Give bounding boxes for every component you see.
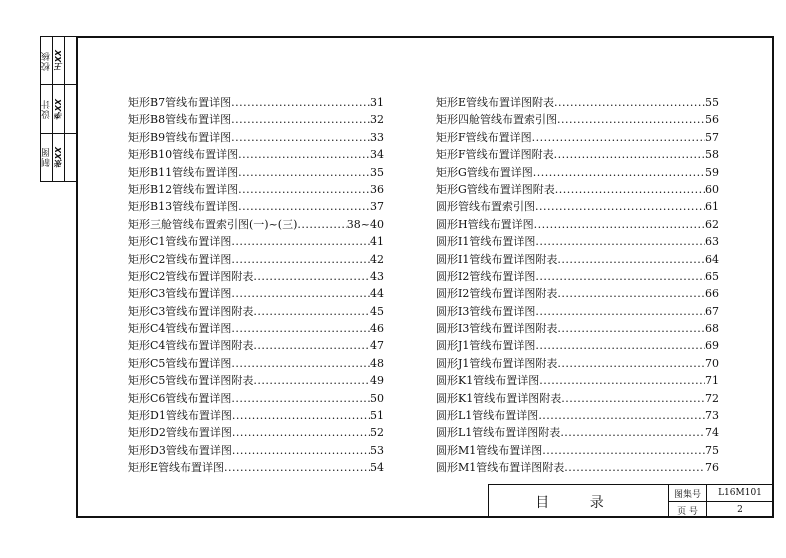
toc-entry-page: 73 [705, 409, 719, 423]
toc-leader-dots [232, 442, 370, 459]
toc-entry-title: 矩形F管线布置详图 [436, 130, 532, 144]
toc-leader-dots [554, 94, 705, 111]
toc-entry-page: 41 [370, 235, 384, 249]
toc-leader-dots [554, 146, 705, 163]
toc-entry [436, 337, 719, 354]
toc-entry-page: 62 [705, 217, 719, 231]
toc-entry-page: 58 [705, 148, 719, 162]
toc-entry-title: 圆形L1管线布置详图附表 [436, 426, 561, 440]
toc-entry-page: 63 [705, 235, 719, 249]
atlas-number-label: 图集号 [669, 485, 707, 502]
atlas-number: L16M101 [707, 485, 773, 502]
toc-entry-page: 72 [705, 391, 719, 405]
toc-entry-title: 圆形M1管线布置详图附表 [436, 461, 565, 475]
toc-entry-title: 圆形L1管线布置详图 [436, 409, 539, 423]
toc-leader-dots [535, 337, 705, 354]
toc-entry-page: 76 [705, 461, 719, 475]
toc-entry-title: 圆形I3管线布置详图附表 [436, 322, 558, 336]
toc-leader-dots [535, 198, 705, 215]
toc-left-column [128, 94, 384, 477]
toc-leader-dots [231, 390, 370, 407]
toc-entry-page: 46 [370, 322, 384, 336]
toc-entry-title: 矩形D2管线布置详图 [128, 426, 232, 440]
toc-entry-title: 矩形G管线布置详图附表 [436, 182, 555, 196]
toc-entry [436, 424, 719, 441]
title-block [488, 484, 774, 518]
toc-entry [128, 424, 384, 441]
toc-entry [128, 407, 384, 424]
toc-leader-dots [560, 424, 705, 441]
toc-leader-dots [539, 372, 705, 389]
toc-entry-title: 矩形C6管线布置详图 [128, 391, 232, 405]
toc-entry [436, 181, 719, 198]
toc-entry-page: 64 [705, 252, 719, 266]
sidebar-blank-column [65, 37, 76, 181]
toc-entry-page: 59 [705, 165, 719, 179]
toc-entry-title: 矩形B13管线布置详图 [128, 200, 239, 214]
role-label: 设计 [42, 98, 52, 119]
toc-leader-dots [231, 94, 370, 111]
sidebar-signature-column [53, 37, 65, 181]
toc-entry-page: 48 [370, 356, 384, 370]
toc-entry-title: 矩形D3管线布置详图 [128, 443, 232, 457]
toc-entry-page: 50 [370, 391, 384, 405]
toc-entry [436, 372, 719, 389]
toc-entry [436, 442, 719, 459]
toc-leader-dots [253, 372, 370, 389]
toc-entry [436, 251, 719, 268]
toc-entry-title: 矩形B10管线布置详图 [128, 148, 239, 162]
toc-entry-page: 75 [705, 443, 719, 457]
toc-entry-title: 圆形I2管线布置详图附表 [436, 287, 558, 301]
toc-entry-title: 圆形K1管线布置详图附表 [436, 391, 562, 405]
toc-entry [436, 198, 719, 215]
toc-entry-page: 51 [370, 409, 384, 423]
toc-entry [436, 164, 719, 181]
toc-entry-title: 圆形管线布置索引图 [436, 200, 535, 214]
toc-entry [128, 233, 384, 250]
toc-leader-dots [533, 164, 705, 181]
toc-entry [436, 146, 719, 163]
toc-entry-title: 矩形E管线布置详图附表 [436, 96, 555, 109]
toc-entry-title: 矩形C4管线布置详图 [128, 322, 232, 336]
toc-entry-title: 矩形B8管线布置详图 [128, 113, 232, 127]
toc-leader-dots [557, 355, 705, 372]
toc-leader-dots [232, 407, 370, 424]
toc-entry [128, 198, 384, 215]
toc-entry-page: 38~40 [346, 217, 384, 231]
toc-entry-page: 56 [705, 113, 719, 127]
toc-leader-dots [542, 442, 705, 459]
toc-entry-title: 圆形I3管线布置详图 [436, 304, 536, 318]
toc-entry [128, 146, 384, 163]
toc-leader-dots [561, 390, 705, 407]
toc-leader-dots [557, 111, 705, 128]
toc-leader-dots [532, 129, 705, 146]
toc-entry-page: 36 [370, 182, 384, 196]
toc-entry-page: 33 [370, 130, 384, 144]
toc-entry-title: 圆形J1管线布置详图 [436, 339, 536, 353]
toc-entry-title: 矩形C3管线布置详图附表 [128, 304, 254, 318]
toc-entry-page: 34 [370, 148, 384, 162]
toc-entry [436, 355, 719, 372]
toc-leader-dots [224, 459, 370, 476]
toc-entry [128, 251, 384, 268]
sidebar-roles-column [41, 37, 53, 181]
toc-entry [436, 111, 719, 128]
toc-entry-title: 矩形G管线布置详图 [436, 165, 533, 179]
toc-entry [436, 407, 719, 424]
toc-leader-dots [564, 459, 705, 476]
toc-entry-title: 矩形B12管线布置详图 [128, 182, 239, 196]
toc-right-column [436, 94, 719, 477]
toc-entry [436, 320, 719, 337]
page-number-label: 页 号 [669, 502, 707, 518]
toc-entry-title: 矩形C2管线布置详图附表 [128, 269, 254, 283]
toc-entry [436, 268, 719, 285]
toc-entry-page: 65 [705, 269, 719, 283]
toc-leader-dots [238, 181, 370, 198]
toc-entry [128, 285, 384, 302]
toc-entry-page: 57 [705, 130, 719, 144]
toc-entry [128, 390, 384, 407]
toc-entry [436, 216, 719, 233]
toc-entry-title: 矩形E管线布置详图 [128, 461, 225, 475]
toc-leader-dots [297, 216, 346, 233]
toc-leader-dots [535, 233, 705, 250]
toc-entry [436, 233, 719, 250]
toc-entry [128, 442, 384, 459]
toc-leader-dots [231, 285, 370, 302]
toc-leader-dots [231, 111, 370, 128]
toc-entry [128, 372, 384, 389]
toc-entry-page: 35 [370, 165, 384, 179]
toc-entry [128, 268, 384, 285]
toc-entry-title: 矩形C1管线布置详图 [128, 235, 232, 249]
toc-entry [436, 285, 719, 302]
toc-leader-dots [231, 129, 370, 146]
toc-leader-dots [238, 164, 370, 181]
toc-leader-dots [555, 181, 705, 198]
toc-entry [128, 459, 384, 476]
toc-leader-dots [253, 268, 370, 285]
toc-entry-title: 圆形H管线布置详图 [436, 217, 534, 231]
toc-entry-page: 37 [370, 200, 384, 214]
toc-entry [128, 320, 384, 337]
toc-leader-dots [538, 407, 705, 424]
toc-entry [436, 303, 719, 320]
toc-entry-title: 圆形M1管线布置详图 [436, 443, 543, 457]
toc-entry [128, 355, 384, 372]
toc-leader-dots [232, 424, 370, 441]
toc-entry [128, 94, 384, 111]
page-title: 目 录 [489, 485, 669, 518]
toc-entry [128, 337, 384, 354]
toc-entry-page: 44 [370, 287, 384, 301]
toc-leader-dots [238, 198, 370, 215]
toc-entry-page: 53 [370, 443, 384, 457]
toc-entry-title: 圆形I1管线布置详图 [436, 235, 536, 249]
toc-entry-title: 圆形J1管线布置详图附表 [436, 356, 558, 370]
toc-entry [128, 216, 384, 233]
page-number: 2 [737, 505, 743, 515]
toc-entry [436, 129, 719, 146]
toc-entry-page: 32 [370, 113, 384, 127]
toc-entry-title: 矩形C5管线布置详图附表 [128, 374, 254, 388]
toc-entry [436, 459, 719, 476]
approval-sidebar [40, 36, 76, 182]
toc-entry-title: 矩形C5管线布置详图 [128, 356, 232, 370]
toc-entry [436, 94, 719, 111]
toc-entry [128, 303, 384, 320]
toc-entry-title: 圆形K1管线布置详图 [436, 374, 540, 388]
toc-entry-title: 圆形I1管线布置详图附表 [436, 252, 558, 266]
toc-entry-page: 71 [705, 374, 719, 388]
toc-entry-title: 矩形D1管线布置详图 [128, 409, 232, 423]
toc-entry-page: 43 [370, 269, 384, 283]
toc-entry-title: 矩形B11管线布置详图 [128, 165, 239, 179]
toc-entry [128, 164, 384, 181]
toc-leader-dots [534, 216, 705, 233]
toc-entry-title: 矩形B9管线布置详图 [128, 130, 232, 144]
toc-entry-page: 54 [370, 461, 384, 475]
role-label: 校核 [42, 50, 52, 71]
toc-entry-page: 60 [705, 182, 719, 196]
toc-entry-page: 70 [705, 356, 719, 370]
toc-entry-title: 矩形四舱管线布置索引图 [436, 113, 557, 127]
toc-leader-dots [557, 320, 705, 337]
toc-entry [436, 390, 719, 407]
role-label: 制图 [42, 147, 52, 168]
toc-entry-page: 31 [370, 96, 384, 109]
toc-entry [128, 129, 384, 146]
toc-entry-title: 矩形三舱管线布置索引图(一)~(三) [128, 217, 298, 231]
toc-entry-title: 矩形B7管线布置详图 [128, 96, 232, 109]
toc-entry-title: 圆形I2管线布置详图 [436, 269, 536, 283]
toc-leader-dots [253, 303, 370, 320]
toc-entry-page: 55 [705, 96, 719, 109]
toc-leader-dots [231, 251, 370, 268]
toc-entry-title: 矩形F管线布置详图附表 [436, 148, 554, 162]
toc-entry-page: 69 [705, 339, 719, 353]
signature: 张XX [54, 147, 63, 168]
toc-entry-page: 52 [370, 426, 384, 440]
toc-entry-page: 42 [370, 252, 384, 266]
toc-leader-dots [535, 268, 705, 285]
toc-entry-title: 矩形C3管线布置详图 [128, 287, 232, 301]
toc-leader-dots [557, 285, 705, 302]
toc-entry [128, 111, 384, 128]
toc-leader-dots [557, 251, 705, 268]
toc-entry-page: 47 [370, 339, 384, 353]
toc-entry-title: 矩形C4管线布置详图附表 [128, 339, 254, 353]
toc-entry [128, 181, 384, 198]
toc-entry-page: 45 [370, 304, 384, 318]
toc-entry-page: 49 [370, 374, 384, 388]
toc-entry-page: 67 [705, 304, 719, 318]
toc-leader-dots [238, 146, 370, 163]
toc-leader-dots [253, 337, 370, 354]
toc-leader-dots [231, 233, 370, 250]
toc-entry-page: 74 [705, 426, 719, 440]
toc-leader-dots [535, 303, 705, 320]
toc-entry-page: 68 [705, 322, 719, 336]
toc-leader-dots [231, 355, 370, 372]
signature: 王XX [54, 50, 63, 71]
toc-leader-dots [231, 320, 370, 337]
toc-entry-page: 66 [705, 287, 719, 301]
signature: 李XX [54, 98, 63, 120]
toc-entry-page: 61 [705, 200, 719, 214]
toc-entry-title: 矩形C2管线布置详图 [128, 252, 232, 266]
